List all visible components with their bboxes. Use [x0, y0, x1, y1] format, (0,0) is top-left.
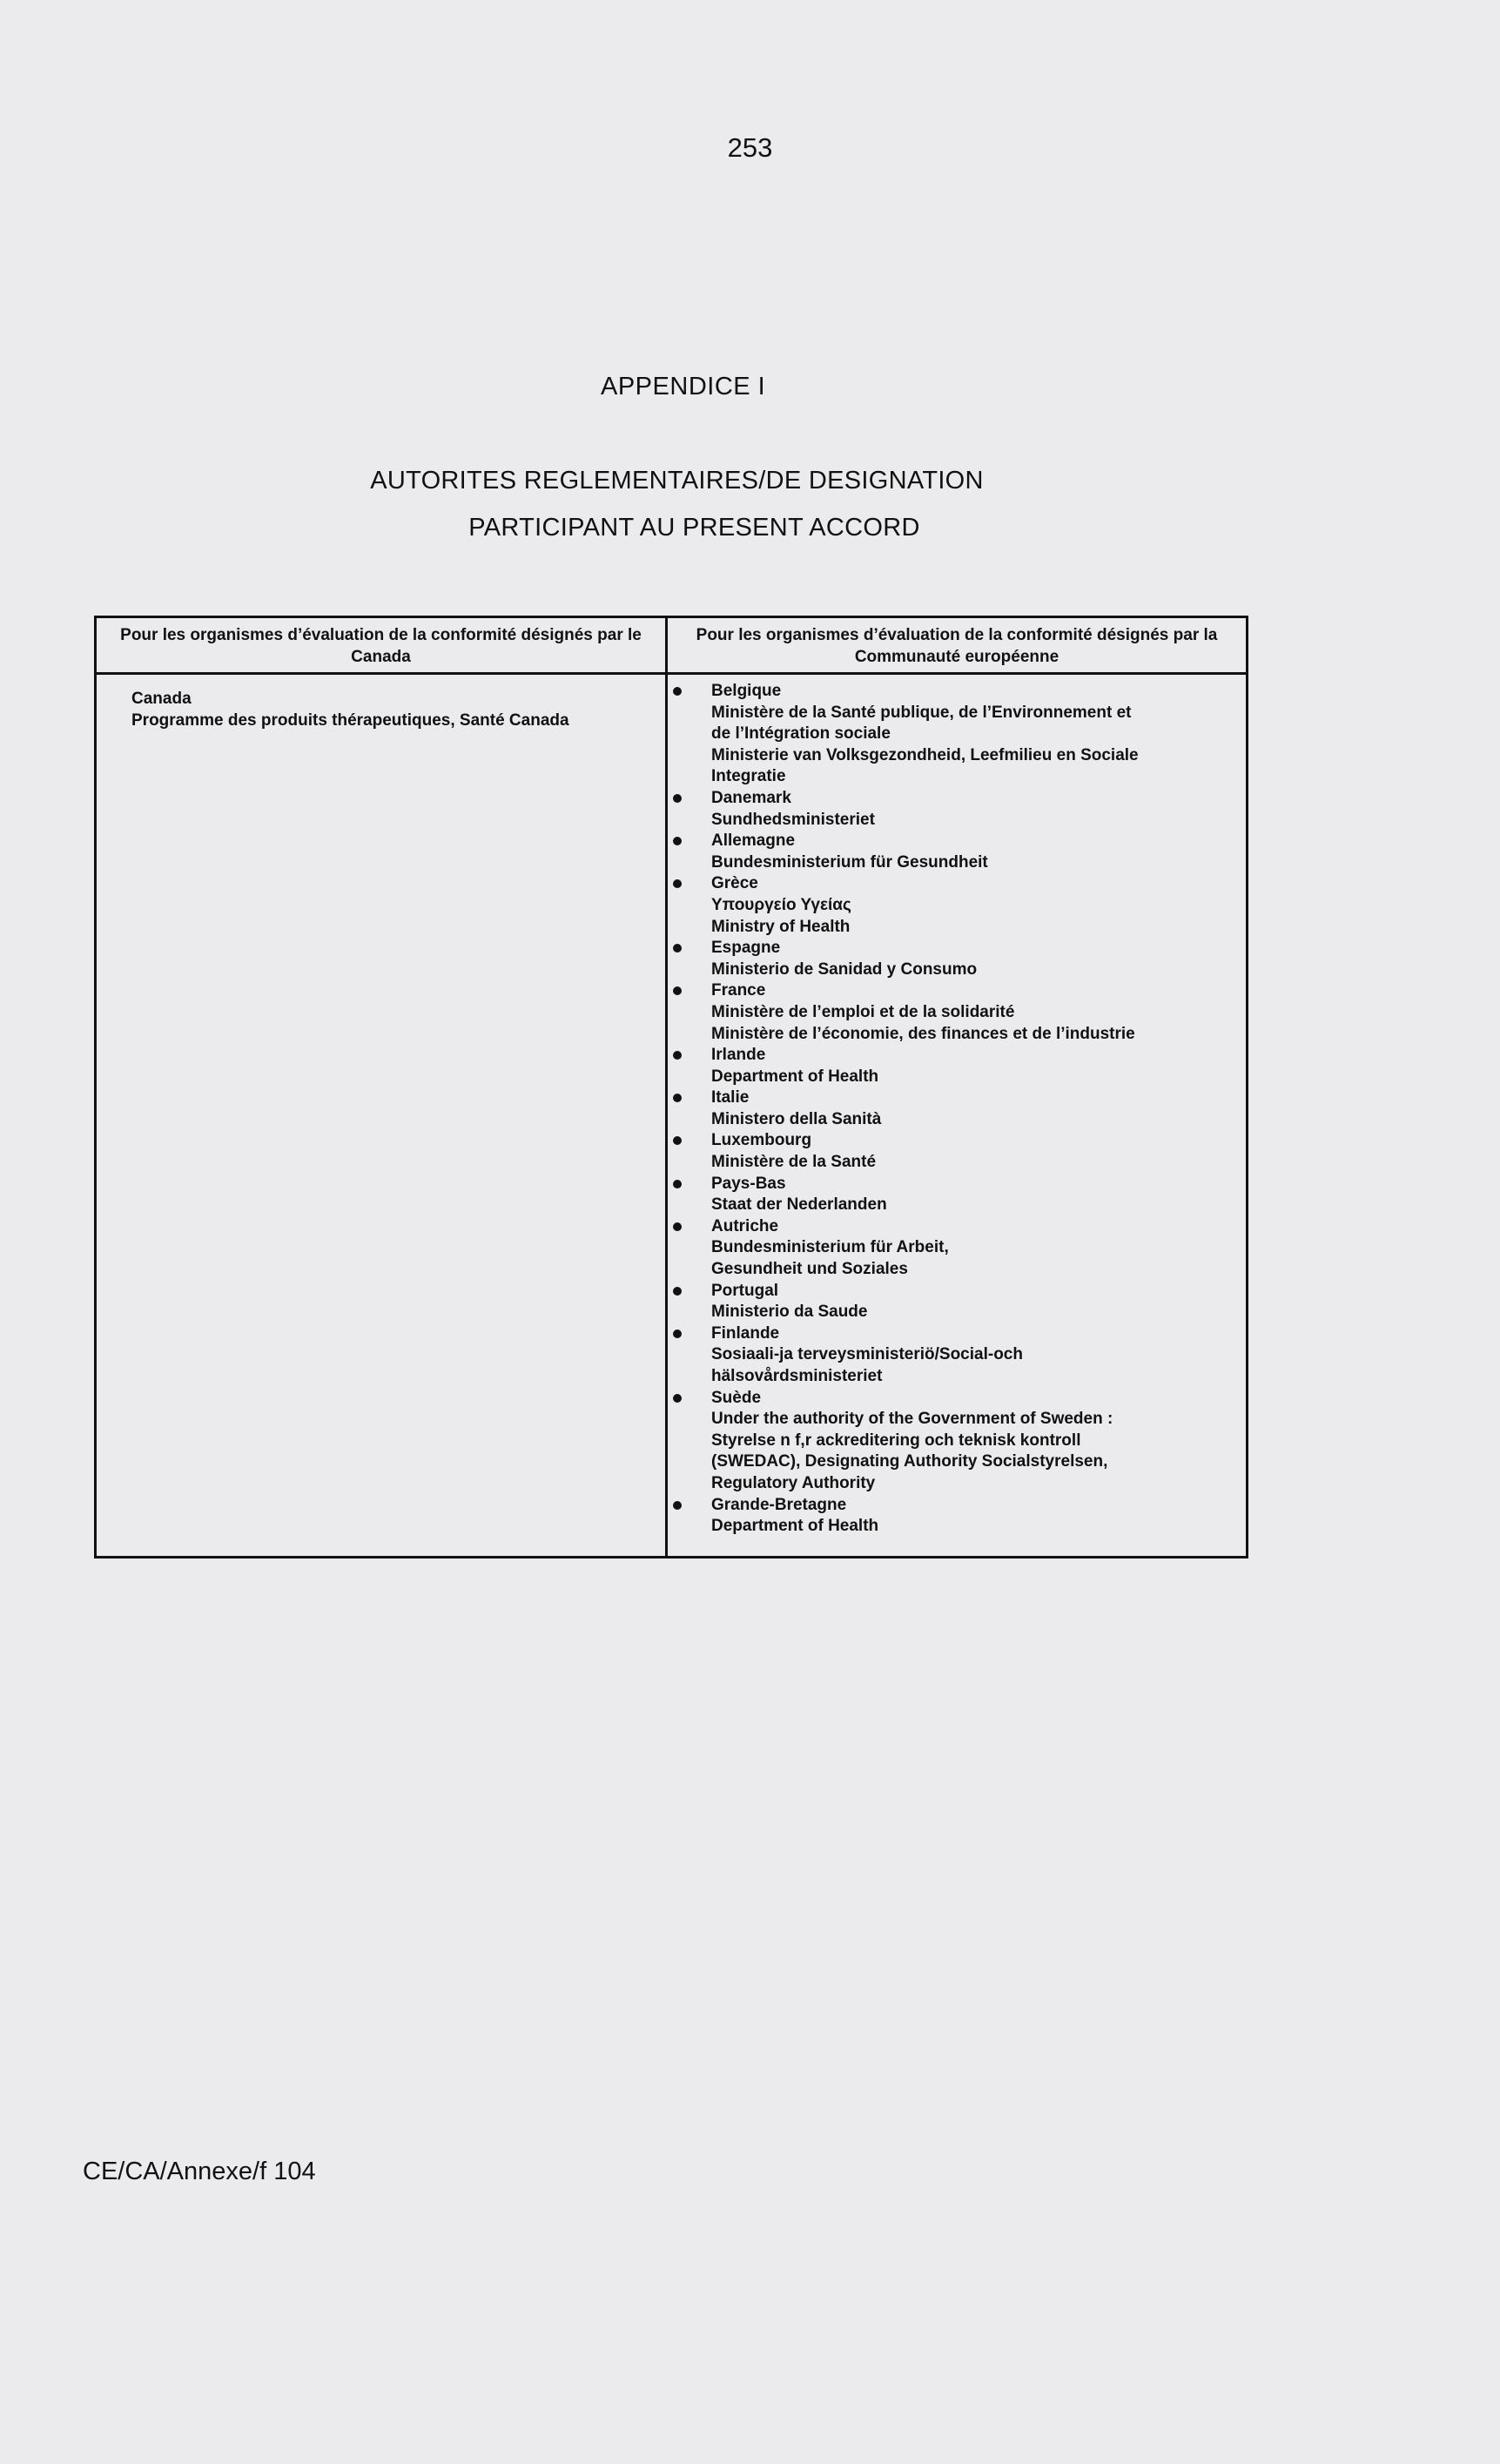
ec-country: Grande-Bretagne: [711, 1495, 847, 1514]
ec-organization: Department of Health: [711, 1067, 879, 1086]
ec-country: Finlande: [711, 1323, 780, 1343]
col-header-canada: Pour les organismes d’évaluation de la conformité désignés par le Canada: [120, 626, 642, 666]
ec-organization: Υπουργείο Υγείας Ministry of Health: [711, 895, 851, 936]
footer-reference: CE/CA/Annexe/f 104: [83, 2158, 316, 2185]
ec-country: Grèce: [711, 874, 758, 893]
list-item: [711, 980, 1234, 1045]
list-item: [711, 1281, 1234, 1323]
ec-authority-list: [711, 681, 1234, 1538]
list-item: [711, 1495, 1234, 1538]
bullet-icon: [673, 837, 682, 845]
bullet-icon: [673, 879, 682, 888]
canada-country: Canada: [131, 690, 192, 708]
ec-country: France: [711, 981, 766, 1000]
list-item: [711, 873, 1234, 938]
ec-organization: Bundesministerium für Gesundheit: [711, 852, 988, 872]
ec-country: Luxembourg: [711, 1131, 812, 1150]
list-item: [711, 1130, 1234, 1173]
bullet-icon: [673, 1222, 682, 1231]
list-item: [711, 831, 1234, 873]
ec-country: Autriche: [711, 1216, 779, 1235]
ec-country: Pays-Bas: [711, 1174, 786, 1193]
ec-organization: Ministère de la Santé publique, de l’Environnement et de l’Intégration sociale Ministerie van Volksgezondheid, Leefmilieu en Sociale Integratie: [711, 703, 1139, 786]
ec-organization: Under the authority of the Government of Sweden : Styrelse n f,r ackreditering och teknisk kontroll (SWEDAC), Designating Authority Socialstyrelsen, Regulatory Authority: [711, 1410, 1113, 1492]
ec-organization: Ministero della Sanità: [711, 1109, 882, 1128]
ec-country: Belgique: [711, 682, 782, 700]
list-item: [711, 938, 1234, 980]
bullet-icon: [673, 1287, 682, 1296]
list-item: [711, 1323, 1234, 1388]
heading-line-1: AUTORITES REGLEMENTAIRES/DE DESIGNATION: [370, 467, 984, 495]
header-rule: [97, 672, 1246, 675]
list-item: [711, 681, 1234, 788]
ec-organization: Ministère de l’emploi et de la solidarité Ministère de l’économie, des finances et de l’industrie: [711, 1002, 1135, 1043]
ec-country: Portugal: [711, 1281, 779, 1300]
ec-organization: Sosiaali-ja terveysministeriö/Social-och hälsovårdsministeriet: [711, 1345, 1023, 1385]
ec-organization: Bundesministerium für Arbeit, Gesundheit und Soziales: [711, 1238, 949, 1279]
heading-line-2: PARTICIPANT AU PRESENT ACCORD: [468, 514, 920, 542]
bullet-icon: [673, 1136, 682, 1145]
ec-country: Danemark: [711, 788, 791, 807]
bullet-icon: [673, 794, 682, 803]
ec-organization: Ministère de la Santé: [711, 1153, 877, 1172]
bullet-icon: [673, 687, 682, 696]
ec-country: Allemagne: [711, 831, 796, 851]
canada-organization: Programme des produits thérapeutiques, Santé Canada: [131, 711, 569, 730]
bullet-icon: [673, 1501, 682, 1510]
ec-organization: Ministerio da Saude: [711, 1303, 868, 1322]
ec-organization: Sundhedsministeriet: [711, 810, 875, 829]
page-number: 253: [727, 132, 773, 163]
ec-country: Suède: [711, 1388, 762, 1407]
ec-country: Italie: [711, 1088, 750, 1107]
list-item: [711, 1045, 1234, 1087]
bullet-icon: [673, 944, 682, 953]
column-divider: [665, 618, 668, 1556]
list-item: [711, 1087, 1234, 1130]
list-item: [711, 1388, 1234, 1495]
ec-organization: Staat der Nederlanden: [711, 1195, 887, 1215]
ec-country: Irlande: [711, 1046, 766, 1065]
col-header-ec: Pour les organismes d’évaluation de la conformité désignés par la Communauté européenne: [696, 626, 1218, 666]
bullet-icon: [673, 1330, 682, 1338]
ec-country: Espagne: [711, 939, 781, 958]
ec-organization: Ministerio de Sanidad y Consumo: [711, 959, 978, 979]
list-item: [711, 1174, 1234, 1216]
bullet-icon: [673, 1051, 682, 1060]
bullet-icon: [673, 986, 682, 995]
appendix-title: APPENDICE I: [601, 373, 766, 401]
bullet-icon: [673, 1180, 682, 1188]
authorities-table: [94, 616, 1248, 1559]
bullet-icon: [673, 1394, 682, 1403]
ec-organization: Department of Health: [711, 1517, 879, 1536]
list-item: [711, 788, 1234, 831]
bullet-icon: [673, 1094, 682, 1102]
list-item: [711, 1216, 1234, 1281]
canada-cell: [131, 688, 569, 731]
